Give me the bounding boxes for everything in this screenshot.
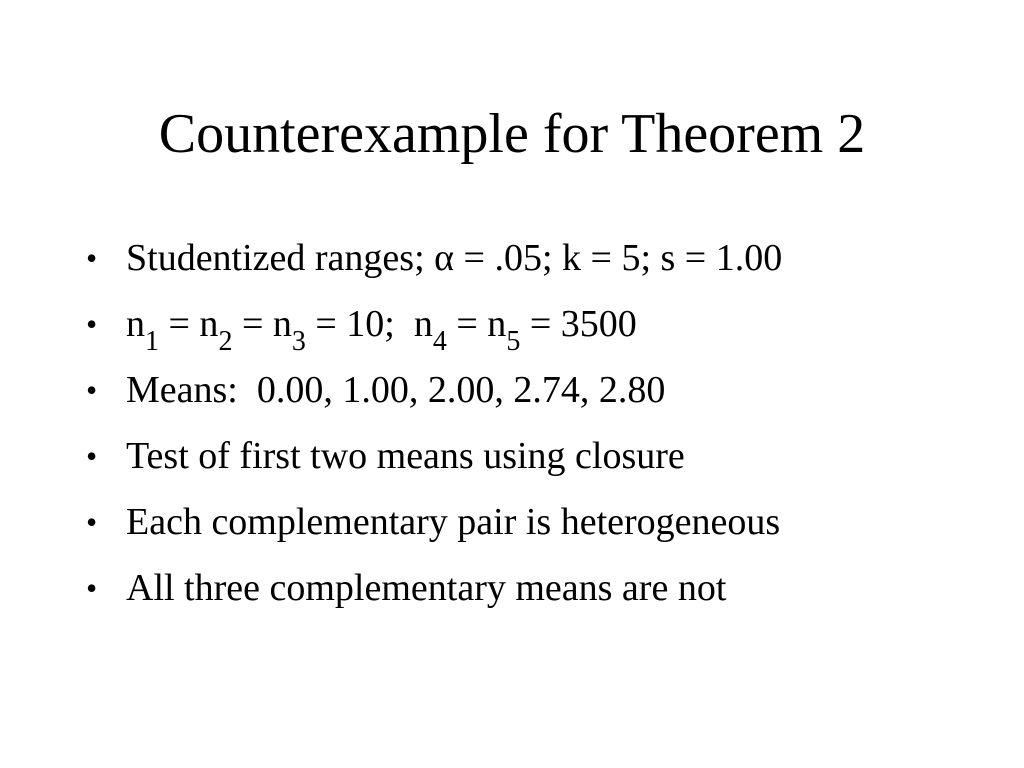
bullet-icon: • — [86, 306, 98, 342]
bullet-text-sample-sizes — [126, 303, 637, 357]
bullet-text: Means: 0.00, 1.00, 2.00, 2.74, 2.80 — [126, 369, 666, 411]
bullet-text: Test of first two means using closure — [126, 435, 685, 477]
bullet-item — [86, 431, 782, 497]
bullet-icon: • — [86, 570, 98, 606]
slide-title: Counterexample for Theorem 2 — [158, 103, 866, 165]
text-segment: = 10; n — [305, 303, 433, 345]
bullet-icon: • — [86, 240, 98, 276]
bullet-item — [86, 233, 782, 299]
bullet-list — [86, 233, 782, 629]
bullet-item — [86, 299, 782, 365]
subscript: 1 — [145, 326, 159, 357]
text-segment: = n — [232, 303, 292, 345]
text-segment: = n — [159, 303, 219, 345]
subscript: 2 — [218, 326, 233, 357]
subscript: 3 — [291, 326, 306, 357]
bullet-item — [86, 497, 782, 563]
bullet-item — [86, 563, 782, 629]
bullet-icon: • — [86, 504, 98, 540]
variable-n: n — [126, 303, 145, 345]
text-segment: = 3500 — [520, 303, 637, 345]
bullet-icon: • — [86, 372, 98, 408]
bullet-text: Each complementary pair is heterogeneous — [126, 501, 781, 543]
subscript: 4 — [432, 326, 447, 357]
subscript: 5 — [506, 326, 521, 357]
text-segment: = n — [446, 303, 507, 345]
bullet-icon: • — [86, 438, 98, 474]
bullet-text: All three complementary means are not — [126, 567, 727, 609]
bullet-item — [86, 365, 782, 431]
bullet-text: Studentized ranges; α = .05; k = 5; s = 1.00 — [126, 237, 783, 279]
